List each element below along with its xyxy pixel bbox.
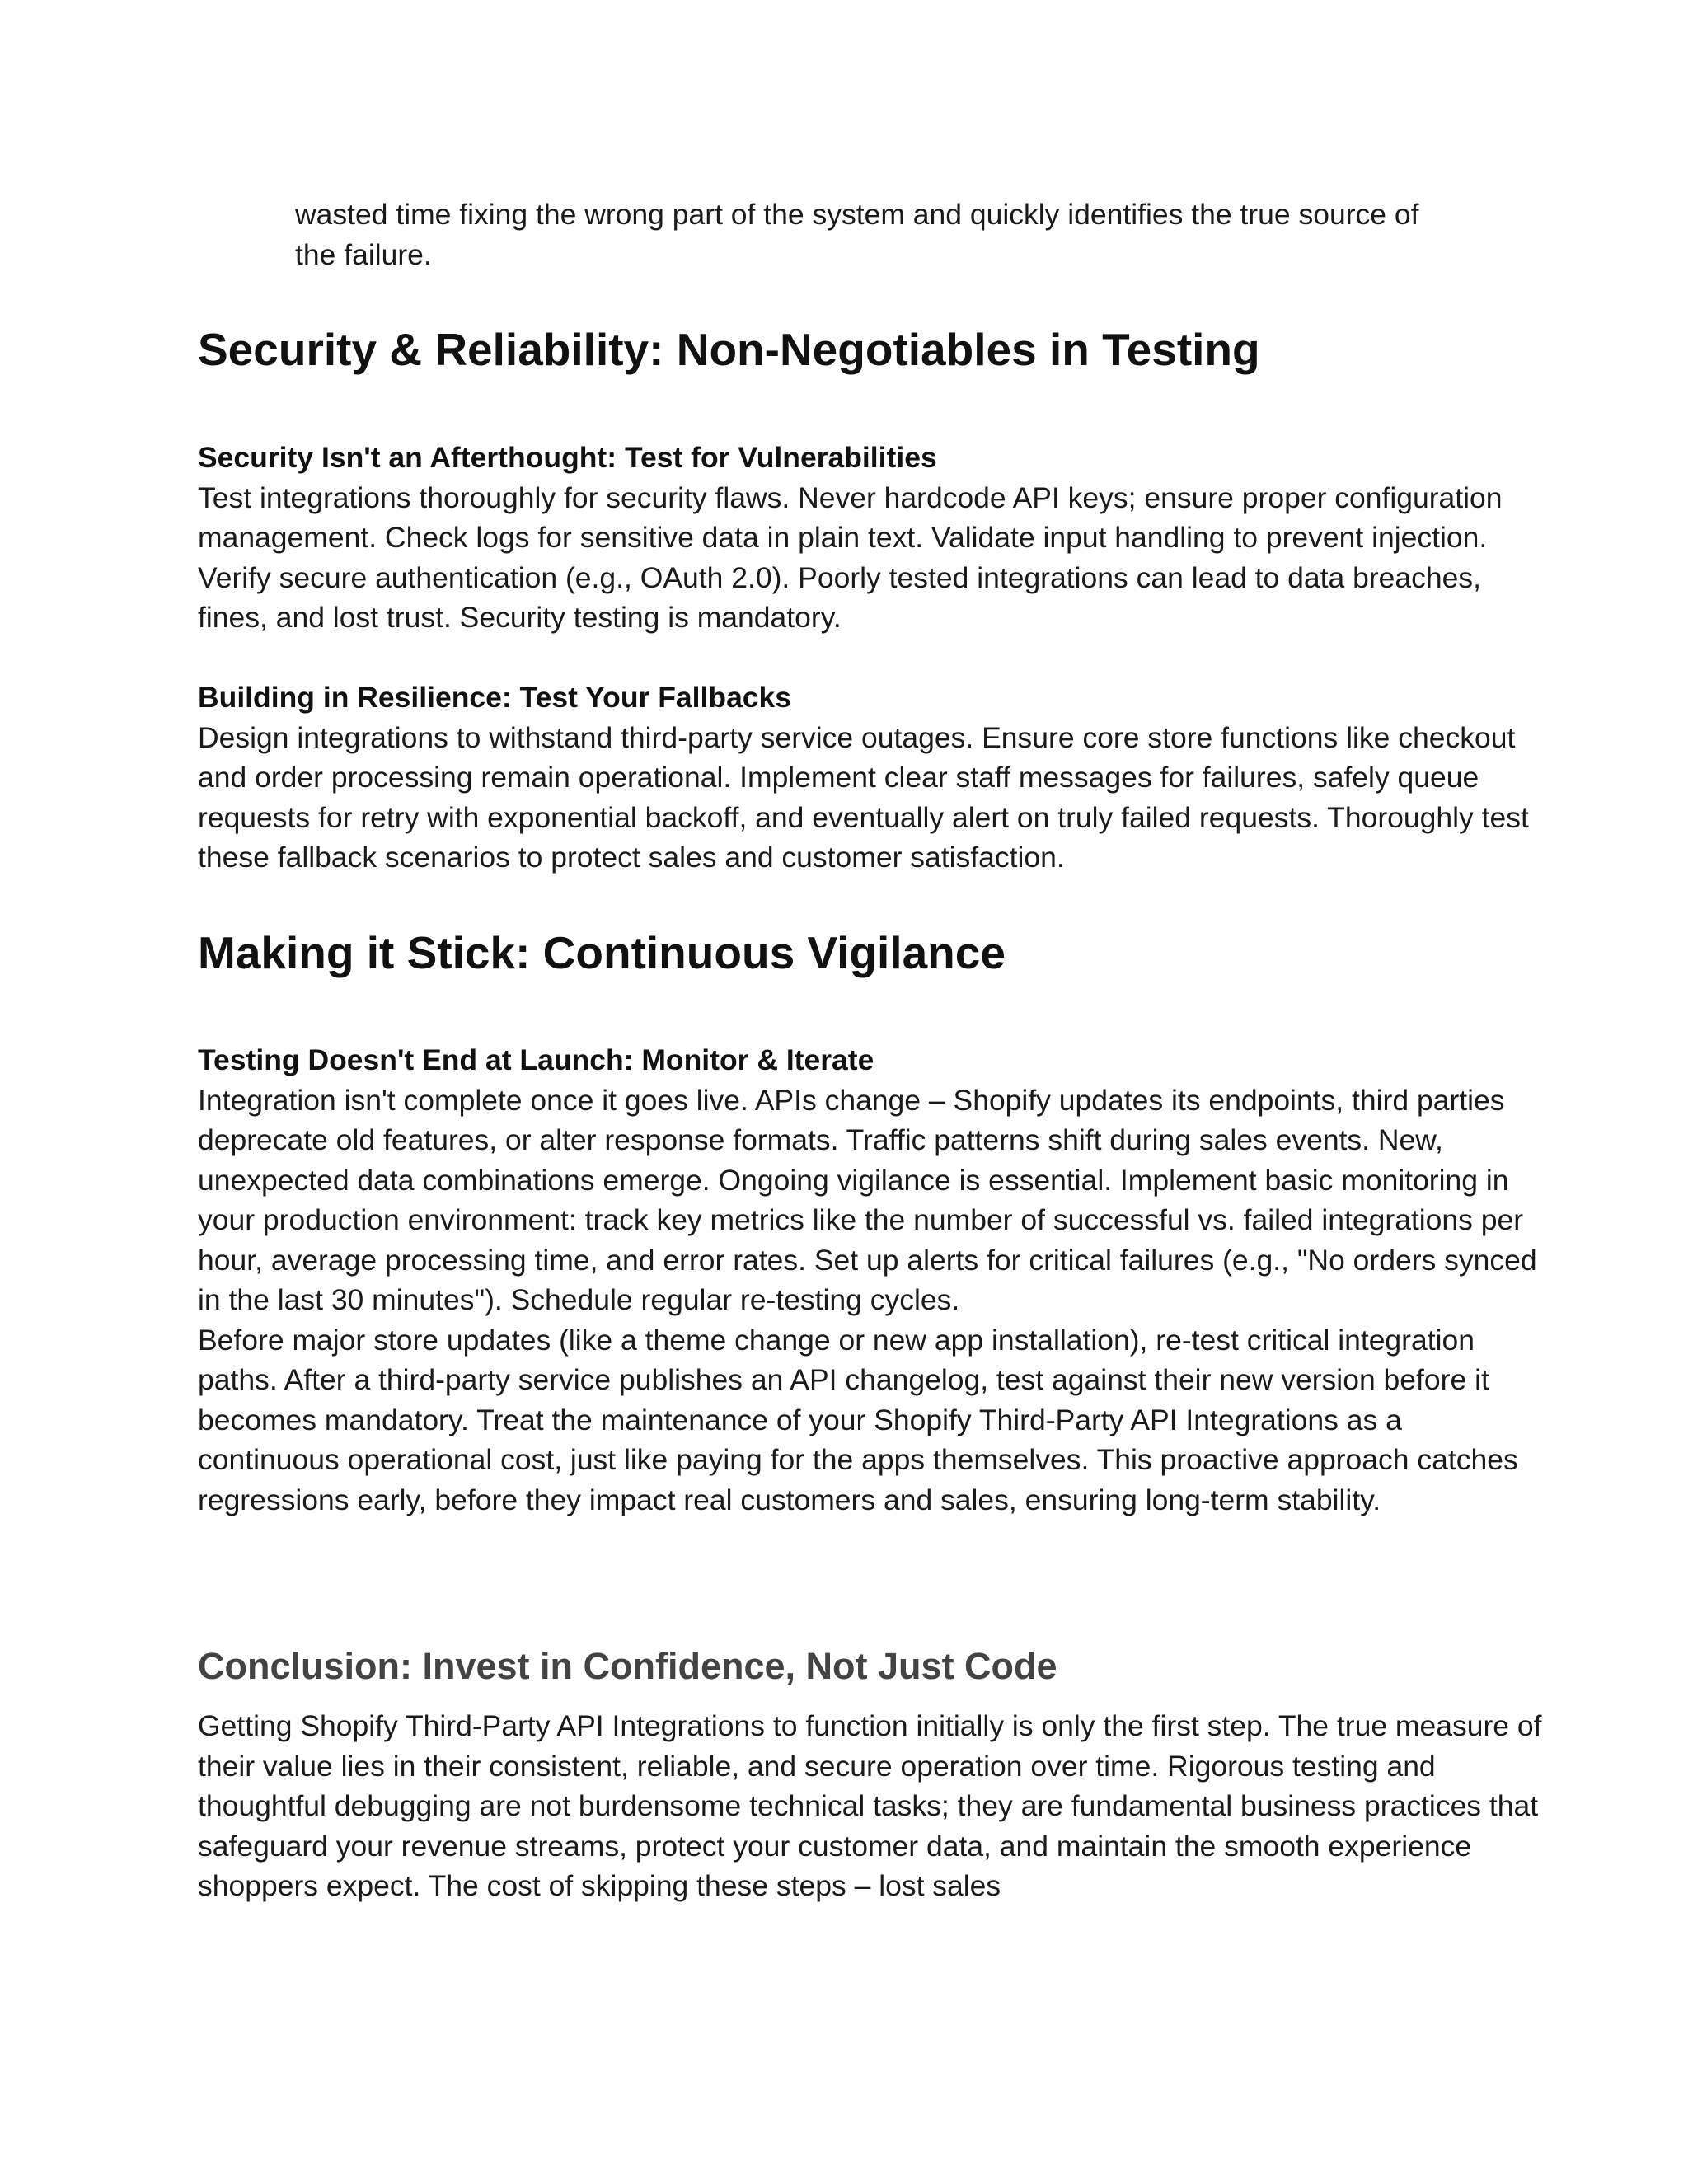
monitor-subheading: Testing Doesn't End at Launch: Monitor & Iterate — [198, 1043, 874, 1076]
monitor-paragraph-2: Before major store updates (like a theme change or new app installation), re-test critical integration paths. After a third-party service publishes an API changelog, test against their new version before it becomes mandatory. Treat the maintenance of your Shopify Third-Party API Integrations as a continuous operational cost, just like paying for the apps themselves. This proactive approach catches regressions early, before they impact real customers and sales, ensuring long-term stability. — [198, 1323, 1518, 1516]
vulnerabilities-paragraph: Test integrations thoroughly for security flaws. Never hardcode API keys; ensure proper configuration management. Check logs for sensitive data in plain text. Validate input handling to prevent injection. Verify secure authentication (e.g., OAuth 2.0). Poorly tested integrations can lead to data breaches, fines, and lost trust. Security testing is mandatory. — [198, 480, 1503, 634]
resilience-paragraph: Design integrations to withstand third-party service outages. Ensure core store functions like checkout and order processing remain operational. Implement clear staff messages for failures, safely queue requests for retry with exponential backoff, and eventually alert on truly failed requests. Thoroughly test these fallback scenarios to protect sales and customer satisfaction. — [198, 720, 1529, 874]
conclusion-heading: Conclusion: Invest in Confidence, Not Just Code — [198, 1645, 1057, 1687]
monitor-paragraph-1: Integration isn't complete once it goes live. APIs change – Shopify updates its endpoints, third parties deprecate old features, or alter response formats. Traffic patterns shift during sales events. New, unexpected data combinations emerge. Ongoing vigilance is essential. Implement basic monitoring in your production environment: track key metrics like the number of successful vs. failed integrations per hour, average processing time, and error rates. Set up alerts for critical failures (e.g., "No orders synced in the last 30 minutes"). Schedule regular re-testing cycles. — [198, 1083, 1537, 1316]
resilience-block — [198, 677, 1550, 878]
intro-continuation-paragraph: wasted time fixing the wrong part of the system and quickly identifies the true source of the failure. — [295, 198, 1419, 271]
vulnerabilities-block — [198, 438, 1550, 638]
monitor-block — [198, 1040, 1550, 1520]
continuous-vigilance-heading: Making it Stick: Continuous Vigilance — [198, 927, 1006, 978]
resilience-subheading: Building in Resilience: Test Your Fallbacks — [198, 681, 792, 714]
vulnerabilities-subheading: Security Isn't an Afterthought: Test for Vulnerabilities — [198, 441, 937, 474]
security-reliability-heading: Security & Reliability: Non-Negotiables in Testing — [198, 324, 1260, 375]
conclusion-paragraph: Getting Shopify Third-Party API Integrations to function initially is only the first step. The true measure of their value lies in their consistent, reliable, and secure operation over time. Rigorous testing and thoughtful debugging are not burdensome technical tasks; they are fundamental business practices that safeguard your revenue streams, protect your customer data, and maintain the smooth experience shoppers expect. The cost of skipping these steps – lost sales — [198, 1709, 1542, 1902]
